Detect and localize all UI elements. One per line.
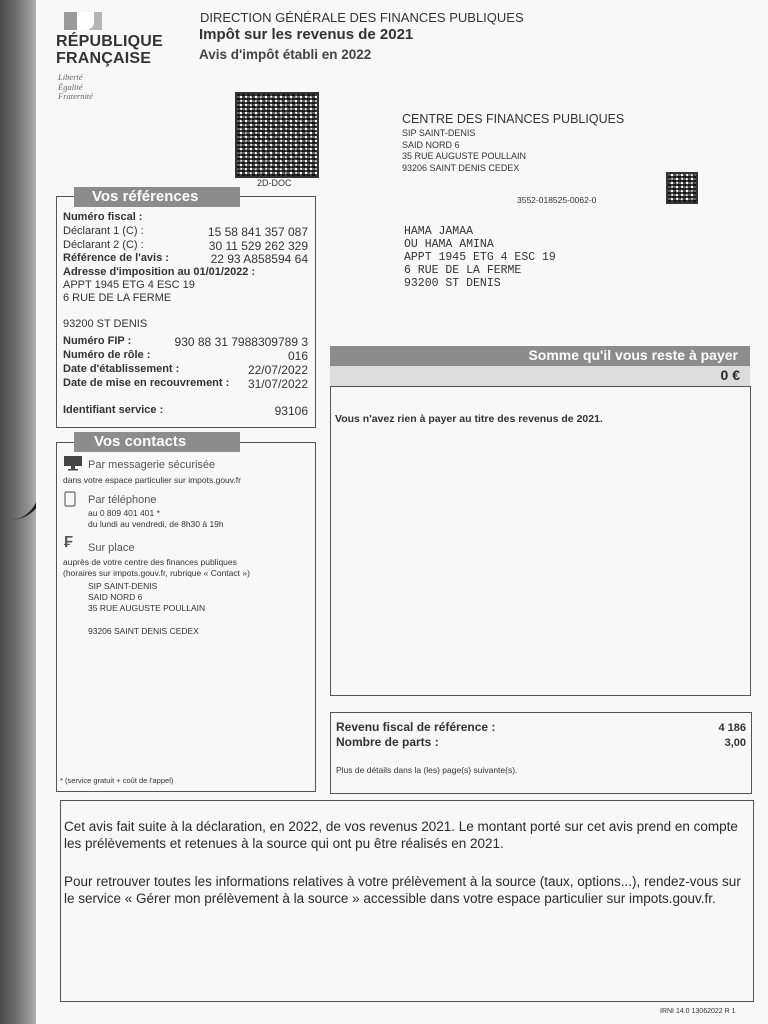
- details-note: Plus de détails dans la (les) page(s) suivante(s).: [336, 765, 518, 775]
- messagerie-text: dans votre espace particulier sur impots.gouv.fr: [63, 475, 241, 485]
- somme-message: Vous n'avez rien à payer au titre des revenus de 2021.: [335, 413, 603, 425]
- references-title: Vos références: [74, 187, 240, 207]
- somme-box: [330, 386, 751, 696]
- place-line: SAID NORD 6: [88, 592, 143, 602]
- place-line: 35 RUE AUGUSTE POULLAIN: [88, 603, 206, 613]
- etablissement-label: Date d'établissement :: [63, 363, 180, 375]
- adresse-label: Adresse d'imposition au 01/01/2022 :: [63, 266, 256, 278]
- adresse-line: APPT 1945 ETG 4 ESC 19: [63, 279, 195, 291]
- centre-line: 35 RUE AUGUSTE POULLAIN: [402, 151, 527, 161]
- centre-line: 93206 SAINT DENIS CEDEX: [402, 162, 520, 173]
- centre-address: [402, 128, 526, 174]
- footer-code: IRNI 14.0 13062022 R 1: [660, 1008, 736, 1015]
- recipient-address: [404, 225, 556, 290]
- rfr-label: Revenu fiscal de référence :: [336, 720, 496, 734]
- recouvrement-label: Date de mise en recouvrement :: [63, 377, 230, 389]
- devise-fraternite: Fraternité: [58, 91, 93, 101]
- direction-title: DIRECTION GÉNÉRALE DES FINANCES PUBLIQUES: [200, 10, 524, 25]
- declarant1-value: 15 58 841 357 087: [207, 225, 308, 239]
- reference-code: 3552-018525-0062-0: [517, 195, 597, 205]
- centre-name: CENTRE DES FINANCES PUBLIQUES: [402, 112, 625, 126]
- place-city: 93206 SAINT DENIS CEDEX: [88, 626, 199, 636]
- recipient-line: OU HAMA AMINA: [404, 238, 494, 251]
- somme-title: Somme qu'il vous reste à payer: [528, 347, 738, 363]
- telephone-number: au 0 809 401 401 *: [88, 508, 160, 518]
- info-paragraph-1: Cet avis fait suite à la déclaration, en 2022, de vos revenus 2021. Le montant porté sur cet avis prend en compte les prélèvements et retenues à la source qui ont pu être réalisés en 2021.: [64, 819, 738, 851]
- centre-line: SIP SAINT-DENIS: [402, 128, 476, 138]
- rfr-value: 4 186: [718, 722, 746, 734]
- declarant2-value: 30 11 529 262 329: [208, 239, 308, 253]
- numero-fiscal-label: Numéro fiscal :: [63, 211, 143, 223]
- somme-amount: 0 €: [720, 367, 740, 383]
- messagerie-title: Par messagerie sécurisée: [88, 459, 216, 471]
- fip-value: 930 88 31 7988309789 3: [174, 335, 308, 349]
- computer-icon: [63, 455, 83, 471]
- recipient-line: 6 RUE DE LA FERME: [404, 264, 522, 277]
- logo-devise: [58, 73, 93, 102]
- place-line: SIP SAINT-DENIS: [88, 581, 158, 591]
- fip-label: Numéro FIP :: [63, 335, 132, 347]
- telephone-title: Par téléphone: [88, 494, 157, 506]
- recouvrement-value: 31/07/2022: [247, 377, 308, 391]
- role-value: 016: [287, 349, 308, 363]
- devise-egalite: Égalité: [58, 81, 83, 92]
- datamatrix-2d-doc: [235, 92, 319, 178]
- document-title: Impôt sur les revenus de 2021: [199, 26, 414, 43]
- place-text2: (horaires sur impots.gouv.fr, rubrique « Contact »): [63, 568, 250, 578]
- doc2d-label: 2D-DOC: [257, 178, 292, 188]
- adresse-line: 6 RUE DE LA FERME: [63, 292, 172, 304]
- small-datamatrix: [666, 172, 698, 204]
- role-label: Numéro de rôle :: [63, 349, 151, 361]
- marianne-profile-icon: [80, 12, 94, 30]
- contacts-title: Vos contacts: [74, 432, 240, 452]
- ref-avis-label: Référence de l'avis :: [63, 252, 169, 264]
- info-paragraph-2: Pour retrouver toutes les informations relatives à votre prélèvement à la source (taux, options...), rendez-vous sur le service « Gérer mon prélèvement à la source » accessible dans votre espace particulier sur impots.gouv.fr.: [64, 874, 741, 906]
- place-title: Sur place: [88, 542, 135, 554]
- recipient-line: HAMA JAMAA: [404, 225, 474, 238]
- declarant1-label: Déclarant 1 (C) :: [63, 225, 144, 237]
- footnote: * (service gratuit + coût de l'appel): [60, 776, 174, 785]
- logo-francaise: FRANÇAISE: [56, 50, 152, 67]
- adresse-city: 93200 ST DENIS: [63, 318, 148, 330]
- parts-value: 3,00: [724, 737, 746, 749]
- telephone-hours: du lundi au vendredi, de 8h30 à 19h: [88, 519, 224, 529]
- centre-line: SAID NORD 6: [402, 139, 460, 150]
- declarant2-label: Déclarant 2 (C) :: [63, 239, 144, 251]
- devise-liberte: Liberté: [58, 72, 83, 82]
- etablissement-value: 22/07/2022: [247, 363, 308, 377]
- service-value: 93106: [274, 404, 308, 418]
- recipient-line: 93200 ST DENIS: [404, 277, 501, 290]
- ref-avis-value: 22 93 A858594 64: [210, 252, 308, 266]
- parts-label: Nombre de parts :: [336, 735, 439, 749]
- recipient-line: APPT 1945 ETG 4 ESC 19: [404, 251, 556, 264]
- place-text1: auprès de votre centre des finances publiques: [63, 557, 237, 567]
- phone-icon: [64, 491, 76, 507]
- service-label: Identifiant service :: [63, 404, 164, 416]
- logo-republique: RÉPUBLIQUE: [56, 33, 163, 50]
- euro-icon: ₣: [64, 534, 73, 551]
- document-subtitle: Avis d'impôt établi en 2022: [199, 47, 372, 62]
